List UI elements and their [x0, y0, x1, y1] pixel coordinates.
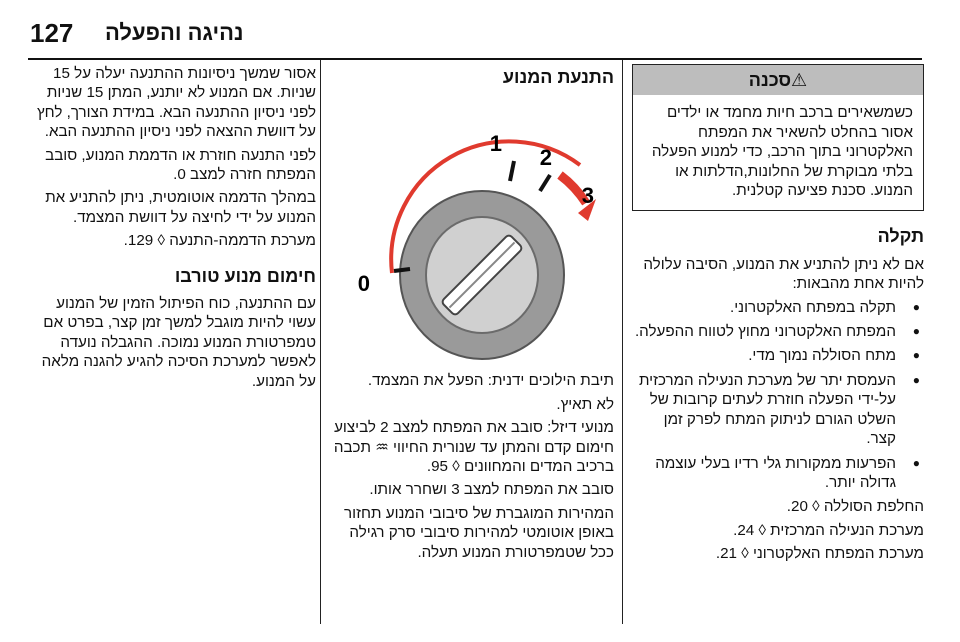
cross-reference: מערכת המפתח האלקטרוני ◊ 21. [715, 545, 924, 563]
paragraph: סובב את המפתח למצב 3 ושחרר אותו. [369, 481, 614, 499]
column-middle [328, 64, 614, 566]
position-label-3: 3 [581, 183, 594, 209]
column-left [30, 64, 316, 395]
list-item: ● המפתח האלקטרוני מחוץ לטווח ההפעלה. [634, 322, 924, 341]
header-rule [28, 58, 922, 60]
tick-2 [540, 175, 550, 191]
page-number: 127 [30, 18, 74, 48]
fault-causes-list [634, 298, 924, 493]
paragraph: במהלך הדממה אוטומטית, ניתן להתניע את המנוע על ידי לחיצה על דוושת המצמד. [45, 189, 316, 226]
ignition-switch-diagram [357, 105, 614, 357]
cross-reference: מערכת הדממה-התנעה ◊ 129. [123, 232, 316, 250]
warning-text: כשמשאירים ברכב חיות מחמד או ילדים אסור בהחלט להשאיר את המפתח האלקטרוני בתוך הרכב, כדי למנוע הפעלה בלתי מבוקרת של החלונות,הדלתות או המנוע. סכנת פציעה קטלנית. [651, 104, 913, 200]
column-right [634, 64, 924, 568]
position-label-0: 0 [357, 271, 370, 297]
section-title-fault: תקלה [877, 226, 924, 247]
warning-heading: ⚠סכנה [633, 65, 923, 95]
section-title-turbo-warmup: חימום מנוע טורבו [174, 265, 316, 286]
paragraph: המהירות המוגברת של סיבובי המנוע תחזור באופן אוטומטי למהירות סיבובי סרק רגילה ככל שטמפרטורת המנוע תעלה. [344, 504, 614, 561]
list-item: ● העמסת יתר של מערכת הנעילה המרכזית על-ידי הפעלה חוזרת לעתים קרובות של השלט הגורם לניתוק המתח לפרק זמן קצר. [634, 371, 924, 449]
list-item: ● תקלה במפתח האלקטרוני. [634, 298, 924, 317]
tick-0 [394, 269, 410, 271]
paragraph: לא תאיץ. [556, 395, 614, 413]
position-label-1: 1 [489, 131, 502, 157]
running-title: נהיגה והפעלה [105, 20, 244, 45]
cross-reference: החלפת הסוללה ◊ 20. [786, 498, 924, 516]
list-item: ● מתח הסוללה נמוך מדי. [634, 346, 924, 365]
column-divider [320, 60, 321, 624]
paragraph: תיבת הילוכים ידנית: הפעל את המצמד. [367, 372, 614, 390]
warning-box [632, 64, 924, 211]
paragraph: עם ההתנעה, כוח הפיתול הזמין של המנוע עשוי להיות מוגבל למשך זמן קצר, בפרט אם טמפרטורת המנוע נמוכה. ההגבלה נועדה לאפשר למערכת הסיכה להגיע להגנה מלאה על המנוע. [41, 295, 316, 390]
fault-intro: אם לא ניתן להתניע את המנוע, הסיבה עלולה להיות אחת מהבאות: [643, 255, 924, 293]
paragraph: מנועי דיזל: סובב את המפתח למצב 2 לביצוע חימום קדם והמתן עד שנורית החיווי ♒ תכבה ברכיב המדים והמחוונים ◊ 95. [333, 419, 614, 476]
tick-1 [510, 161, 514, 181]
cross-reference: מערכת הנעילה המרכזית ◊ 24. [733, 521, 924, 539]
position-label-2: 2 [539, 145, 552, 171]
paragraph: אסור שמשך ניסיונות ההתנעה יעלה על 15 שניות. אם המנוע לא יותנע, המתן 15 שניות לפני ניסיון ההתנעה הבא. במידת הצורך, לחץ על דוושת ההצאה לפני ניסיון ההתנעה הבא. [37, 65, 316, 141]
column-divider [622, 60, 623, 624]
paragraph: לפני התנעה חוזרת או הדממת המנוע, סובב המפתח חזרה למצב 0. [45, 146, 316, 184]
list-item: ● הפרעות ממקורות גלי רדיו בעלי עוצמה גדולה יותר. [634, 454, 924, 493]
section-title-engine-start: התנעת המנוע [502, 67, 614, 87]
